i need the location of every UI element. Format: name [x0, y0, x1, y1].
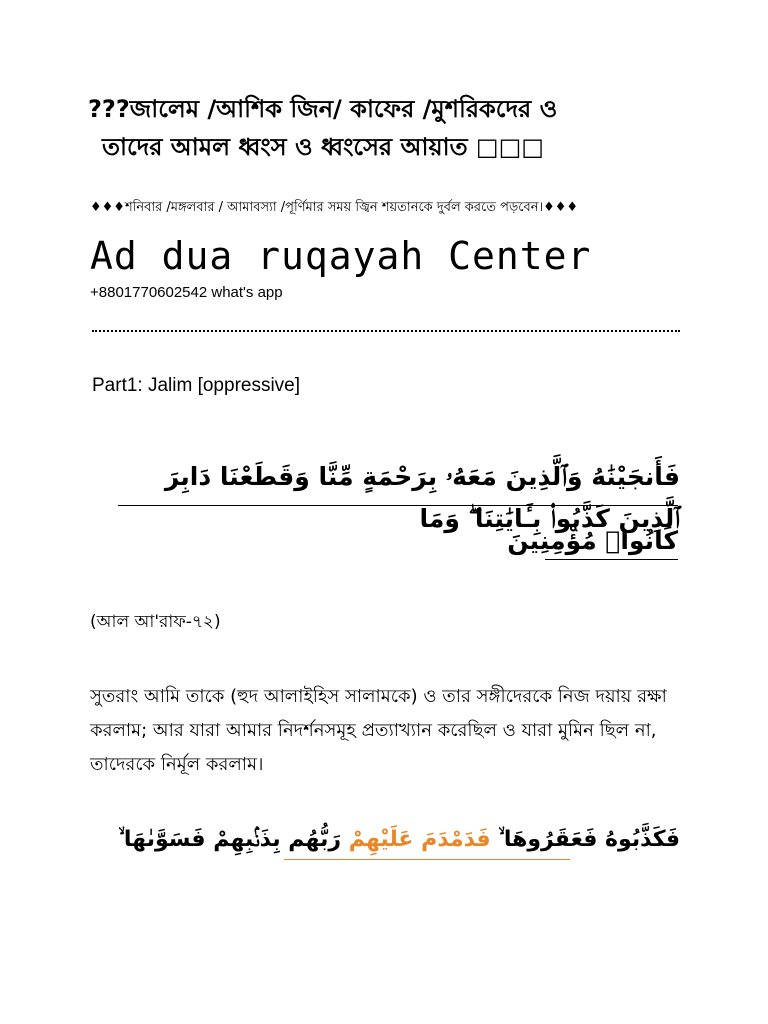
- phone-contact: +8801770602542 what's app: [90, 284, 283, 301]
- part-heading: Part1: Jalim [oppressive]: [92, 375, 301, 396]
- title-line-2: তাদের আমল ধ্বংস ও ধ্বংসের আয়াত □□□: [102, 133, 544, 161]
- dotted-divider: [92, 330, 680, 334]
- verse-2-part-2: رَبُّهُم بِذَنۢبِهِمْ فَسَوَّىٰهَا ۙ: [118, 827, 342, 852]
- verse-2-highlight: فَدَمْدَمَ عَلَيْهِمْ: [348, 827, 491, 852]
- verse-reference: (আল আ'রাফ-৭২): [90, 612, 221, 632]
- verse-1-line-1: فَأَنجَيْنَٰهُ وَٱلَّذِينَ مَعَهُۥ بِرَحْمَةٍ مِّنَّا وَقَطَعْنَا دَابِرَ ٱلَّذِينَ كَذَّبُوا۟ بِـَٔايَٰتِنَا ۖ وَمَا: [164, 462, 680, 533]
- verse-1-line-2-underline: [545, 559, 678, 560]
- verse-translation: সুতরাং আমি তাকে (হুদ আলাইহিস সালামকে) ও তার সঙ্গীদেরকে নিজ দয়ায় রক্ষা করলাম; আর যারা আমার নিদর্শনসমূহ প্রত্যাখ্যান করেছিল ও যারা মুমিন ছিল না, তাদেরকে নির্মূল করলাম।: [90, 686, 667, 775]
- verse-2-underline: [284, 859, 570, 860]
- center-name: Ad dua ruqayah Center: [90, 234, 592, 278]
- verse-2-part-1: فَكَذَّبُوهُ فَعَقَرُوهَا ۙ: [498, 827, 680, 852]
- verse-1-underline: [118, 505, 678, 506]
- notice-text: ♦♦♦শনিবার /মঙ্গলবার / আমাবস্যা /পূর্ণিমার সময় জ্বিন শয়তানকে দুর্বল করতে পড়বেন।♦♦♦: [90, 200, 579, 215]
- verse-2: [118, 820, 680, 860]
- verse-1-line-2: كَانُوا۟ مُؤْمِنِينَ: [507, 526, 678, 555]
- title-line-1: ???জালেম /আশিক জিন/ কাফের /মুশরিকদের ও: [88, 95, 558, 123]
- page-title: [88, 90, 708, 166]
